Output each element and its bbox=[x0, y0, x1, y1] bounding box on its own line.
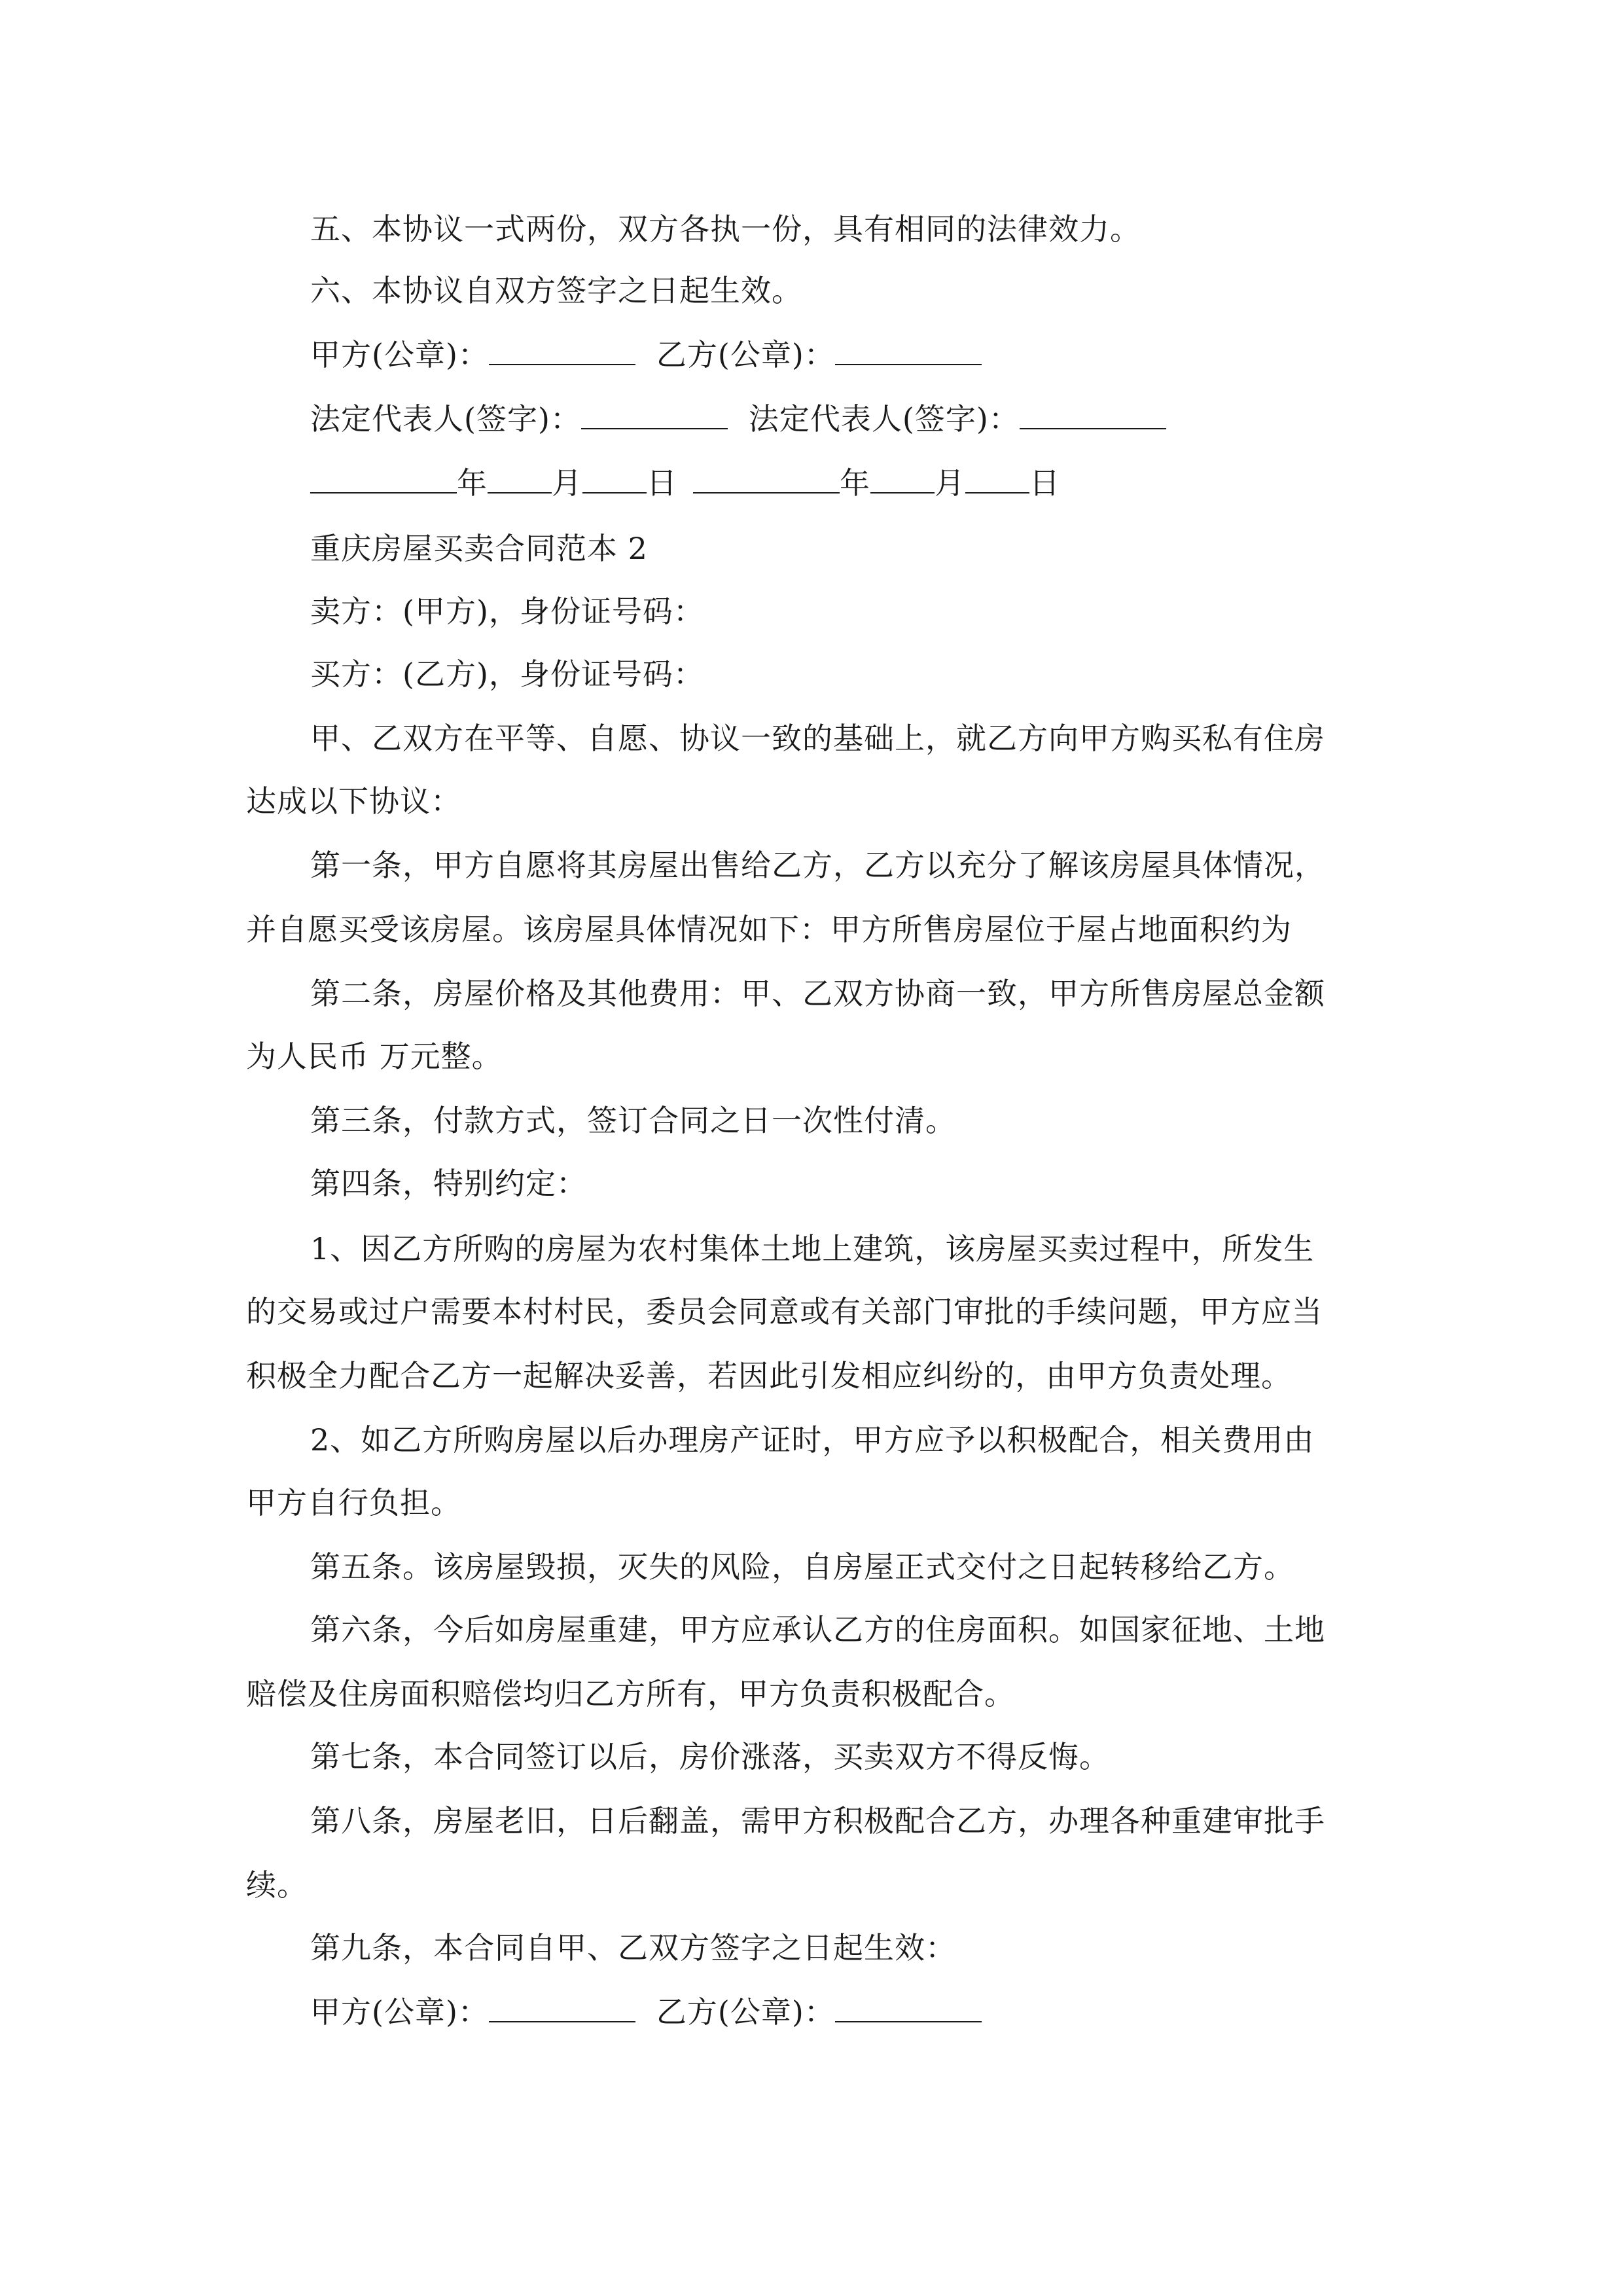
party-a-seal-label: 甲方(公章)： bbox=[310, 337, 489, 372]
buyer-line: 买方：(乙方)，身份证号码： bbox=[310, 656, 704, 692]
article-7: 第七条，本合同签订以后，房价涨落，买卖双方不得反悔。 bbox=[310, 1739, 1110, 1774]
rep-a-blank bbox=[581, 399, 728, 429]
article-3: 第三条，付款方式，签订合同之日一次性付清。 bbox=[310, 1103, 956, 1138]
signature-seal-row-2 bbox=[310, 1992, 982, 2032]
article-4-item-1-line-3: 积极全力配合乙方一起解决妥善，若因此引发相应纠纷的，由甲方负责处理。 bbox=[246, 1358, 1292, 1393]
article-5: 第五条。该房屋毁损，灭失的风险，自房屋正式交付之日起转移给乙方。 bbox=[310, 1549, 1294, 1585]
intro-line-2: 达成以下协议： bbox=[246, 783, 461, 819]
date-b-day: 日 bbox=[1029, 465, 1060, 501]
signature-seal-row bbox=[310, 335, 982, 374]
article-6-line-2: 赔偿及住房面积赔偿均归乙方所有，甲方负责积极配合。 bbox=[246, 1676, 1015, 1712]
party-b-seal-blank bbox=[835, 335, 982, 365]
date-a-year-blank bbox=[310, 463, 457, 493]
party-a-seal-blank bbox=[489, 335, 635, 365]
clause-5: 五、本协议一式两份，双方各执一份，具有相同的法律效力。 bbox=[310, 211, 1141, 247]
date-a-day-blank bbox=[582, 463, 647, 493]
date-b-month: 月 bbox=[935, 465, 965, 501]
party-b-seal-label-2: 乙方(公章)： bbox=[656, 1994, 835, 2030]
article-4: 第四条，特别约定： bbox=[310, 1166, 587, 1201]
seller-line: 卖方：(甲方)，身份证号码： bbox=[310, 594, 704, 629]
article-4-item-2-line-1: 2、如乙方所购房屋以后办理房产证时，甲方应予以积极配合，相关费用由 bbox=[310, 1422, 1315, 1458]
rep-b-label: 法定代表人(签字)： bbox=[748, 401, 1020, 437]
signature-rep-row bbox=[310, 399, 1166, 439]
clause-6: 六、本协议自双方签字之日起生效。 bbox=[310, 273, 802, 308]
article-4-item-2-line-2: 甲方自行负担。 bbox=[246, 1485, 461, 1520]
article-2-line-2: 为人民币 万元整。 bbox=[246, 1039, 503, 1074]
party-a-seal-label-2: 甲方(公章)： bbox=[310, 1994, 489, 2030]
date-b-year-blank bbox=[693, 463, 840, 493]
date-b-day-blank bbox=[965, 463, 1029, 493]
article-8-line-2: 续。 bbox=[246, 1867, 308, 1903]
signature-date-row bbox=[310, 463, 1060, 503]
article-9: 第九条，本合同自甲、乙双方签字之日起生效： bbox=[310, 1930, 956, 1965]
article-6-line-1: 第六条，今后如房屋重建，甲方应承认乙方的住房面积。如国家征地、土地 bbox=[310, 1612, 1325, 1647]
article-4-item-1-line-1: 1、因乙方所购的房屋为农村集体土地上建筑，该房屋买卖过程中，所发生 bbox=[310, 1231, 1315, 1266]
date-a-month-blank bbox=[488, 463, 552, 493]
article-1-line-1: 第一条，甲方自愿将其房屋出售给乙方，乙方以充分了解该房屋具体情况， bbox=[310, 848, 1325, 883]
party-b-seal-blank-2 bbox=[835, 1992, 982, 2022]
party-b-seal-label: 乙方(公章)： bbox=[656, 337, 835, 372]
template-2-title: 重庆房屋买卖合同范本 2 bbox=[310, 531, 648, 566]
intro-line-1: 甲、乙双方在平等、自愿、协议一致的基础上，就乙方向甲方购买私有住房 bbox=[310, 721, 1325, 756]
article-8-line-1: 第八条，房屋老旧，日后翻盖，需甲方积极配合乙方，办理各种重建审批手 bbox=[310, 1803, 1325, 1839]
article-1-line-2: 并自愿买受该房屋。该房屋具体情况如下：甲方所售房屋位于屋占地面积约为 bbox=[246, 912, 1292, 947]
rep-b-blank bbox=[1020, 399, 1166, 429]
date-b-year: 年 bbox=[840, 465, 870, 501]
date-a-month: 月 bbox=[552, 465, 582, 501]
rep-a-label: 法定代表人(签字)： bbox=[310, 401, 581, 437]
party-a-seal-blank-2 bbox=[489, 1992, 635, 2022]
date-a-year: 年 bbox=[457, 465, 488, 501]
date-a-day: 日 bbox=[647, 465, 677, 501]
date-b-month-blank bbox=[870, 463, 935, 493]
article-2-line-1: 第二条，房屋价格及其他费用：甲、乙双方协商一致，甲方所售房屋总金额 bbox=[310, 976, 1325, 1011]
article-4-item-1-line-2: 的交易或过户需要本村村民，委员会同意或有关部门审批的手续问题，甲方应当 bbox=[246, 1294, 1323, 1329]
